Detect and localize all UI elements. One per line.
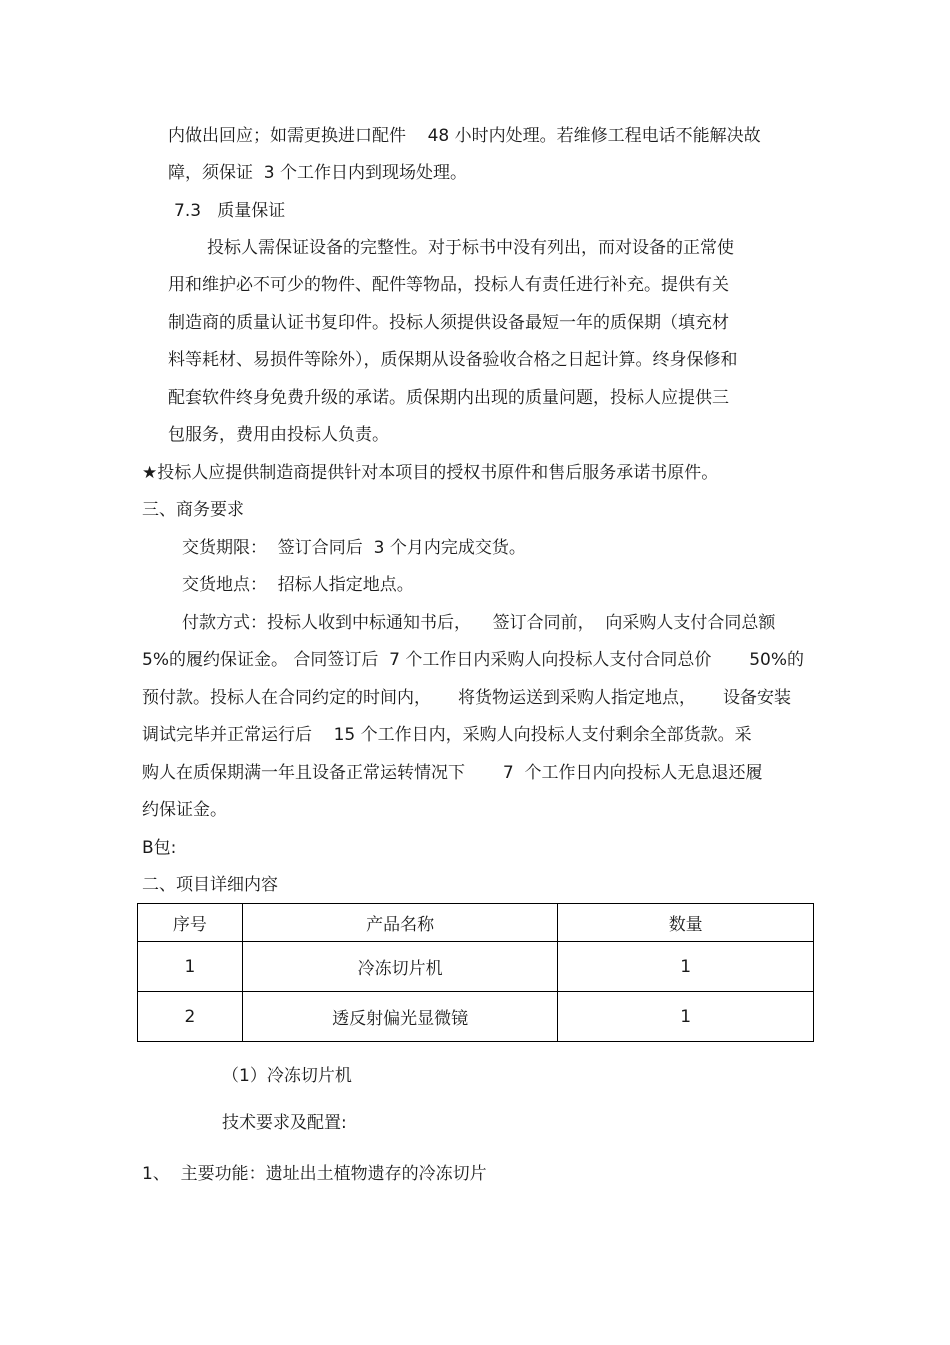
cell-product-name: 冷冻切片机 <box>242 942 558 992</box>
service-line-2: 障，须保证 3 个工作日内到现场处理。 <box>168 163 468 183</box>
quality-heading: 7.3 质量保证 <box>174 201 286 221</box>
quality-line: 用和维护必不可少的物件、配件等物品，投标人有责任进行补充。提供有关 <box>168 275 729 295</box>
cell-index: 2 <box>138 992 243 1042</box>
project-details-heading: 二、项目详细内容 <box>142 875 278 895</box>
delivery-place: 交货地点： 招标人指定地点。 <box>182 575 414 595</box>
quality-line: 料等耗材、易损件等除外），质保期从设备验收合格之日起计算。终身保修和 <box>168 350 738 370</box>
cell-index: 1 <box>138 942 243 992</box>
product-table <box>137 903 814 1042</box>
item-heading: （1）冷冻切片机 <box>222 1066 352 1086</box>
payment-line: 付款方式：投标人收到中标通知书后， 签订合同前， 向采购人支付合同总额 <box>182 613 776 633</box>
header-index: 序号 <box>138 904 243 942</box>
star-note: ★投标人应提供制造商提供针对本项目的授权书原件和售后服务承诺书原件。 <box>142 463 719 483</box>
table-header-row <box>138 904 814 942</box>
package-b-label: B包: <box>142 838 177 858</box>
cell-product-name: 透反射偏光显微镜 <box>242 992 558 1042</box>
cell-quantity: 1 <box>558 992 814 1042</box>
tech-heading: 技术要求及配置: <box>222 1113 347 1133</box>
payment-line: 约保证金。 <box>142 800 227 820</box>
quality-line: 包服务，费用由投标人负责。 <box>168 425 389 445</box>
payment-line: 5%的履约保证金。 合同签订后 7 个工作日内采购人向投标人支付合同总价 50%的 <box>142 650 805 670</box>
header-product-name: 产品名称 <box>242 904 558 942</box>
delivery-period: 交货期限： 签订合同后 3 个月内完成交货。 <box>182 538 526 558</box>
service-line-1: 内做出回应；如需更换进口配件 48 小时内处理。若维修工程电话不能解决故 <box>168 126 761 146</box>
payment-line: 调试完毕并正常运行后 15 个工作日内，采购人向投标人支付剩余全部货款。采 <box>142 725 752 745</box>
payment-line: 预付款。投标人在合同约定的时间内， 将货物运送到采购人指定地点， 设备安装 <box>142 688 792 708</box>
function-line: 1、 主要功能：遗址出土植物遗存的冷冻切片 <box>142 1164 487 1184</box>
table-row <box>138 942 814 992</box>
header-quantity: 数量 <box>558 904 814 942</box>
table-row <box>138 992 814 1042</box>
quality-line: 配套软件终身免费升级的承诺。质保期内出现的质量问题，投标人应提供三 <box>168 388 729 408</box>
payment-line: 购人在质保期满一年且设备正常运转情况下 7 个工作日内向投标人无息退还履 <box>142 763 763 783</box>
quality-line: 制造商的质量认证书复印件。投标人须提供设备最短一年的质保期（填充材 <box>168 313 729 333</box>
cell-quantity: 1 <box>558 942 814 992</box>
quality-line: 投标人需保证设备的完整性。对于标书中没有列出，而对设备的正常使 <box>207 238 734 258</box>
business-heading: 三、商务要求 <box>142 500 244 520</box>
